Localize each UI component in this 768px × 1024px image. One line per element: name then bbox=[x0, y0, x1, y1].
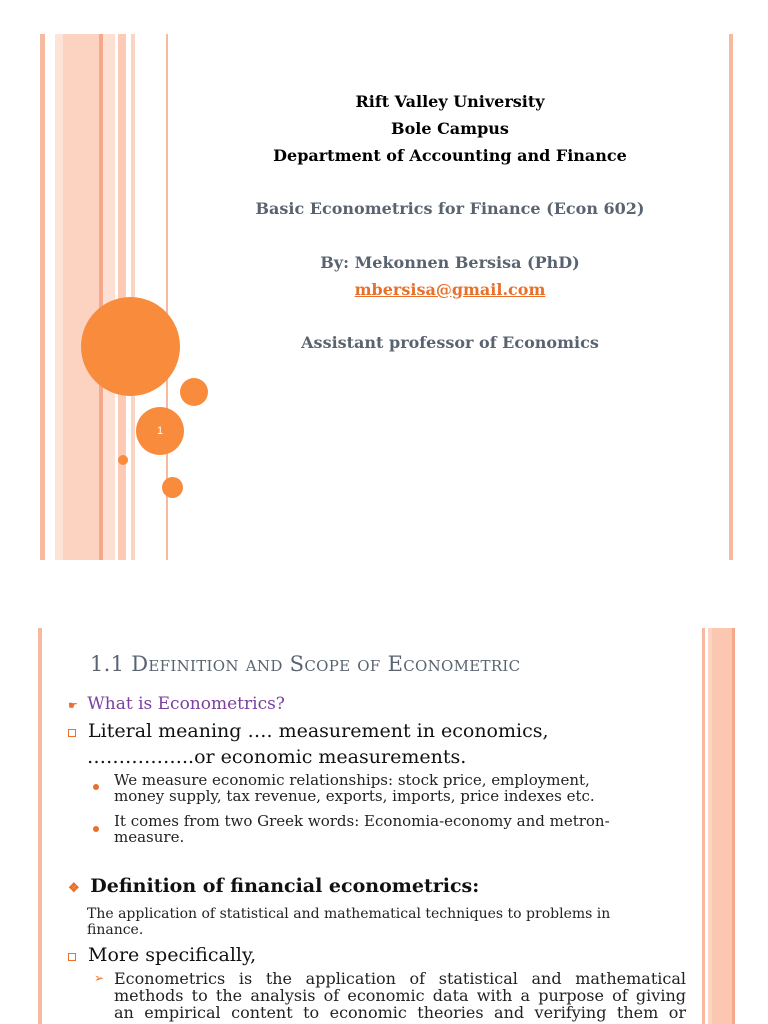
literal-item bbox=[68, 720, 549, 742]
decor-circle-small bbox=[162, 477, 183, 498]
sub-bullet-icon bbox=[93, 775, 99, 794]
sub-item-1-line-1: We measure economic relationships: stock price, employment, bbox=[114, 771, 590, 789]
decor-stripe bbox=[732, 628, 735, 1024]
content-slide bbox=[0, 628, 768, 1024]
specific-line-3: an empirical content to economic theories and verifying them or bbox=[114, 1003, 686, 1022]
question-item bbox=[68, 694, 285, 714]
author-line: By: Mekonnen Bersisa (PhD) bbox=[320, 253, 580, 272]
university-name: Rift Valley University bbox=[355, 92, 545, 111]
title-slide bbox=[0, 34, 768, 560]
page-number: 1 bbox=[156, 425, 164, 437]
decor-stripe bbox=[729, 34, 733, 560]
decor-stripe bbox=[55, 34, 63, 560]
square-bullet-icon bbox=[68, 729, 76, 737]
decor-circle-large bbox=[81, 297, 180, 396]
sub-item-2 bbox=[114, 813, 610, 845]
sub-bullet-icon bbox=[93, 817, 99, 836]
dot-bullet-icon bbox=[93, 784, 99, 790]
sub-item-2-line-1: It comes from two Greek words: Economia-economy and metron- bbox=[114, 812, 610, 830]
decor-circle-tiny bbox=[118, 455, 128, 465]
slide-title: 1.1 Definition and Scope of Econometric bbox=[90, 652, 521, 676]
specific-text bbox=[114, 970, 686, 1021]
course-title: Basic Econometrics for Finance (Econ 602) bbox=[255, 199, 645, 218]
square-bullet-icon bbox=[68, 953, 76, 961]
decor-circle-small bbox=[180, 378, 208, 406]
decor-stripe bbox=[712, 628, 732, 1024]
definition-text bbox=[87, 906, 610, 938]
definition-line-1: The application of statistical and mathematical techniques to problems in bbox=[87, 906, 611, 922]
literal-text-1: Literal meaning …. measurement in economics, bbox=[88, 720, 549, 742]
definition-line-2: finance. bbox=[87, 922, 144, 938]
decor-stripe bbox=[103, 34, 115, 560]
definition-heading: Definition of financial econometrics: bbox=[90, 875, 480, 897]
sub-item-2-line-2: measure. bbox=[114, 828, 185, 846]
decor-stripe bbox=[63, 34, 99, 560]
page-number-badge bbox=[136, 407, 184, 455]
email-link[interactable]: mbersisa@gmail.com bbox=[354, 280, 546, 299]
author-role: Assistant professor of Economics bbox=[301, 333, 599, 352]
dot-bullet-icon bbox=[93, 826, 99, 832]
decor-stripe bbox=[40, 34, 45, 560]
sub-item-1 bbox=[114, 772, 595, 804]
sub-item-1-line-2: money supply, tax revenue, exports, imports, price indexes etc. bbox=[114, 787, 595, 805]
decor-stripe bbox=[38, 628, 42, 1024]
pointing-hand-icon: ☛ bbox=[68, 699, 78, 712]
definition-heading-item bbox=[68, 875, 479, 897]
specific-line-2: methods to the analysis of economic data with a purpose of giving bbox=[114, 986, 686, 1005]
arrow-bullet-icon: ➢ bbox=[94, 971, 105, 985]
campus-name: Bole Campus bbox=[391, 119, 509, 138]
literal-text-2: ……………..or economic measurements. bbox=[87, 746, 467, 768]
specific-line-1: Econometrics is the application of statistical and mathematical bbox=[114, 969, 686, 988]
question-text: What is Econometrics? bbox=[87, 694, 285, 714]
more-item bbox=[68, 944, 256, 966]
more-text: More specifically, bbox=[88, 944, 257, 966]
department-name: Department of Accounting and Finance bbox=[273, 146, 627, 165]
decor-stripe bbox=[702, 628, 705, 1024]
diamond-bullet-icon: ❖ bbox=[68, 881, 80, 896]
